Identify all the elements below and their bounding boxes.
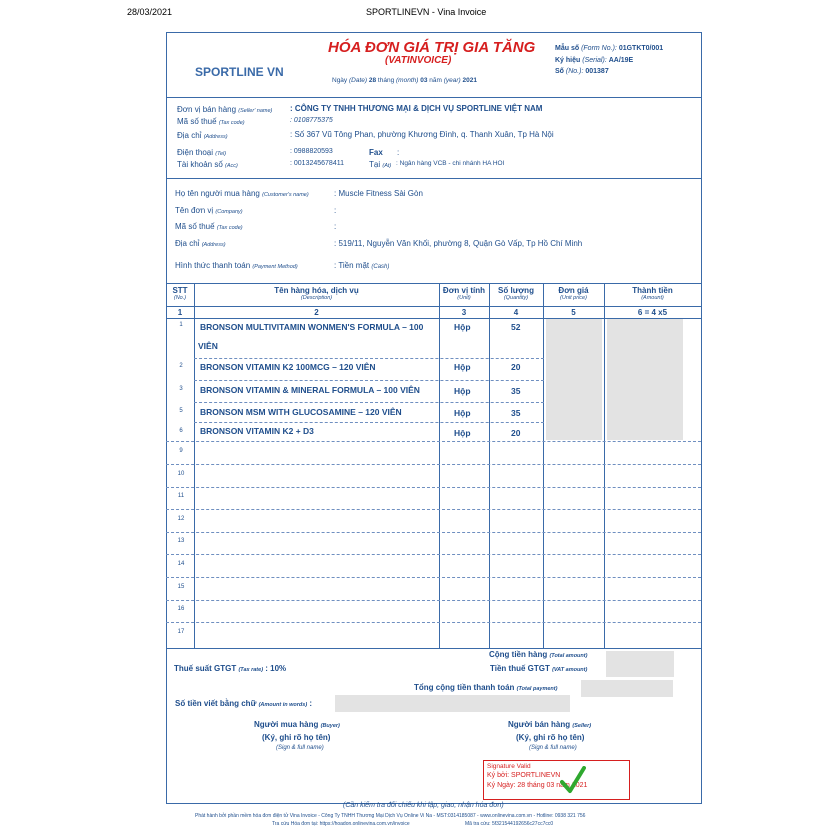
row-divider (166, 622, 701, 623)
print-date: 28/03/2021 (127, 7, 173, 17)
col-header-quantity: Số lượng (Quantity) (498, 286, 534, 301)
col-line (439, 283, 440, 648)
brand-name: SPORTLINE VN (195, 65, 284, 79)
buyer-company-value: : (334, 206, 337, 215)
col-header-description: Tên hàng hóa, dịch vụ (Description) (274, 286, 359, 301)
row-stt: 5 (179, 408, 183, 414)
row-divider (166, 441, 701, 442)
redacted-total-payment (581, 680, 673, 697)
row-divider (166, 532, 701, 533)
col-number: 4 (513, 308, 519, 317)
total-amount-label: Cộng tiền hàng (Total amount) (489, 650, 588, 659)
row-divider (194, 380, 544, 381)
buyer-address-label: Địa chỉ (Address) (175, 239, 226, 248)
row-unit: Hộp (454, 408, 471, 418)
row-unit: Hộp (454, 428, 471, 438)
row-quantity: 20 (511, 428, 521, 438)
row-description: BRONSON MSM WITH GLUCOSAMINE – 120 VIÊN (200, 407, 402, 417)
seller-phone-value: : 0988820593 (290, 148, 333, 155)
row-stt: 1 (179, 322, 183, 328)
check-mark-icon (560, 766, 586, 794)
invoice-number: Số (No.): 001387 (555, 68, 609, 75)
invoice-subtitle: (VATINVOICE) (385, 55, 452, 66)
seller-sign-sub-en: (Sign & full name) (529, 745, 577, 751)
row-description-cont: VIÊN (198, 341, 218, 351)
row-stt: 17 (177, 629, 185, 635)
signed-date-line: Ký Ngày: 28 tháng 03 năm 2021 (487, 782, 588, 789)
vat-amount-label: Tiền thuế GTGT (VAT amount) (490, 664, 588, 673)
col-line (604, 283, 605, 648)
seller-address-value: : Số 367 Vũ Tông Phan, phường Khương Đình, q. Thanh Xuân, Tp Hà Nội (290, 130, 554, 139)
col-header-amount: Thành tiền (Amount) (632, 286, 673, 301)
row-stt: 2 (179, 363, 183, 369)
row-divider (166, 600, 701, 601)
signed-by-line: Ký bởi: SPORTLINEVN (487, 772, 561, 779)
buyer-tax-label: Mã số thuế (Tax code) (175, 222, 243, 231)
seller-sign-title: Người bán hàng (Seller) (508, 720, 592, 729)
row-divider (194, 402, 544, 403)
seller-sign-sub: (Ký, ghi rõ họ tên) (516, 733, 585, 742)
row-divider (166, 464, 701, 465)
table-header-line (166, 306, 701, 307)
row-description: BRONSON MULTIVITAMIN WONMEN'S FORMULA – 100 (200, 322, 424, 332)
col-number: 5 (571, 308, 576, 317)
buyer-payment-value: : Tiền mặt (Cash) (334, 261, 390, 270)
buyer-tax-value: : (334, 222, 337, 231)
seller-fax-label: Fax (369, 148, 383, 157)
col-header-unit-price: Đơn giá (Unit price) (558, 286, 589, 301)
row-quantity: 20 (511, 362, 521, 372)
row-stt: 14 (177, 561, 185, 567)
row-stt: 15 (177, 584, 185, 590)
buyer-name-label: Họ tên người mua hàng (Customer's name) (175, 189, 309, 198)
col-line (543, 283, 544, 648)
col-number: 3 (461, 308, 467, 317)
seller-account-value: : 0013245678411 (290, 160, 344, 167)
redacted-amount (607, 319, 683, 440)
row-divider (166, 554, 701, 555)
row-description: BRONSON VITAMIN K2 100MCG – 120 VIÊN (200, 362, 376, 372)
table-top-line (166, 283, 701, 284)
row-description: BRONSON VITAMIN & MINERAL FORMULA – 100 VIÊN (200, 385, 420, 395)
row-quantity: 35 (511, 386, 521, 396)
buyer-sign-sub-en: (Sign & full name) (276, 745, 324, 751)
footer-lookup-code: Mã tra cứu: 5f321544192656c27cc7cc0 (465, 821, 554, 827)
seller-bank-value: : Ngân hàng VCB - chi nhánh HA HOI (396, 160, 505, 167)
col-line (194, 283, 195, 648)
total-payment-label: Tổng cộng tiền thanh toán (Total payment) (414, 683, 558, 692)
form-no: Mẫu số (Form No.): 01GTKT0/001 (555, 45, 664, 52)
row-stt: 12 (177, 516, 185, 522)
row-divider (166, 487, 701, 488)
footer-lookup: Tra cứu Hóa đơn tại: https://hoadon.onlinevina.com.vn/invoice (272, 821, 410, 827)
row-stt: 3 (179, 386, 183, 392)
row-unit: Hộp (454, 362, 471, 372)
invoice-date: Ngày (Date) 28 tháng (month) 03 năm (year) 2021 (332, 77, 478, 84)
col-header-stt: STT (No.) (172, 286, 188, 301)
redacted-amount-words (335, 695, 570, 712)
row-description: BRONSON VITAMIN K2 + D3 (200, 426, 314, 436)
table-bottom-line (166, 648, 701, 649)
redacted-unit-price (546, 319, 602, 440)
buyer-address-value: : 519/11, Nguyễn Văn Khối, phường 8, Quận Gò Vấp, Tp Hồ Chí Minh (334, 239, 583, 248)
amount-words-label: Số tiền viết bằng chữ (Amount in words) : (175, 699, 313, 708)
divider (166, 178, 701, 179)
buyer-company-label: Tên đơn vị (Company) (175, 206, 243, 215)
row-quantity: 35 (511, 408, 521, 418)
redacted-total (606, 651, 674, 677)
row-divider (194, 422, 544, 423)
col-number: 6 = 4 x5 (637, 308, 668, 317)
row-stt: 10 (177, 471, 185, 477)
row-unit: Hộp (454, 386, 471, 396)
signature-valid-line: Signature Valid (487, 763, 531, 770)
footer-check-note: (Cần kiểm tra đối chiếu khi lập, giao, nhận hóa đơn) (343, 802, 504, 809)
buyer-sign-title: Người mua hàng (Buyer) (254, 720, 340, 729)
invoice-title: HÓA ĐƠN GIÁ TRỊ GIA TĂNG (328, 39, 536, 56)
vat-rate-label: Thuế suất GTGT (Tax rate) : 10% (174, 664, 287, 673)
divider (166, 97, 701, 98)
col-number: 2 (314, 308, 319, 317)
row-stt: 6 (179, 428, 183, 434)
buyer-payment-label: Hình thức thanh toán (Payment Method) (175, 261, 298, 270)
row-stt: 11 (177, 493, 185, 499)
seller-address-label: Địa chỉ (Address) (177, 131, 228, 140)
row-stt: 16 (177, 606, 185, 612)
seller-account-label: Tài khoản số (Acc) (177, 160, 238, 169)
row-stt: 13 (177, 538, 185, 544)
footer-issuer: Phát hành bởi phần mềm hóa đơn điện tử Vina Invoice - Công Ty TNHH Thương Mại Dịch Vụ Online Vi Na - MST:0314185087 - www.onlinevina.com.vn - Hotline: 0938 321 756 (195, 813, 586, 819)
seller-tax-value: : 0108775375 (290, 117, 333, 124)
seller-unit-label: Đơn vị bán hàng (Seller' name) (177, 105, 273, 114)
row-divider (166, 509, 701, 510)
seller-tax-label: Mã số thuế (Tax code) (177, 117, 245, 126)
row-stt: 9 (179, 448, 183, 454)
signature-valid-box (483, 760, 630, 800)
row-divider (194, 358, 544, 359)
seller-fax-value: : (397, 148, 400, 157)
col-line (489, 283, 490, 648)
seller-unit-value: : CÔNG TY TNHH THƯƠNG MẠI & DỊCH VỤ SPORTLINE VIỆT NAM (290, 104, 543, 113)
row-quantity: 52 (511, 322, 521, 332)
print-title: SPORTLINEVN - Vina Invoice (366, 7, 487, 17)
seller-phone-label: Điện thoại (Tel) (177, 148, 227, 157)
col-header-unit: Đơn vị tính (Unit) (442, 286, 486, 301)
row-divider (166, 577, 701, 578)
seller-bank-label: Tại (At) (369, 160, 392, 169)
buyer-sign-sub: (Ký, ghi rõ họ tên) (262, 733, 331, 742)
row-unit: Hộp (454, 322, 471, 332)
buyer-name-value: : Muscle Fitness Sài Gòn (334, 189, 423, 198)
col-number: 1 (177, 308, 183, 317)
serial-no: Ký hiệu (Serial): AA/19E (555, 57, 634, 64)
